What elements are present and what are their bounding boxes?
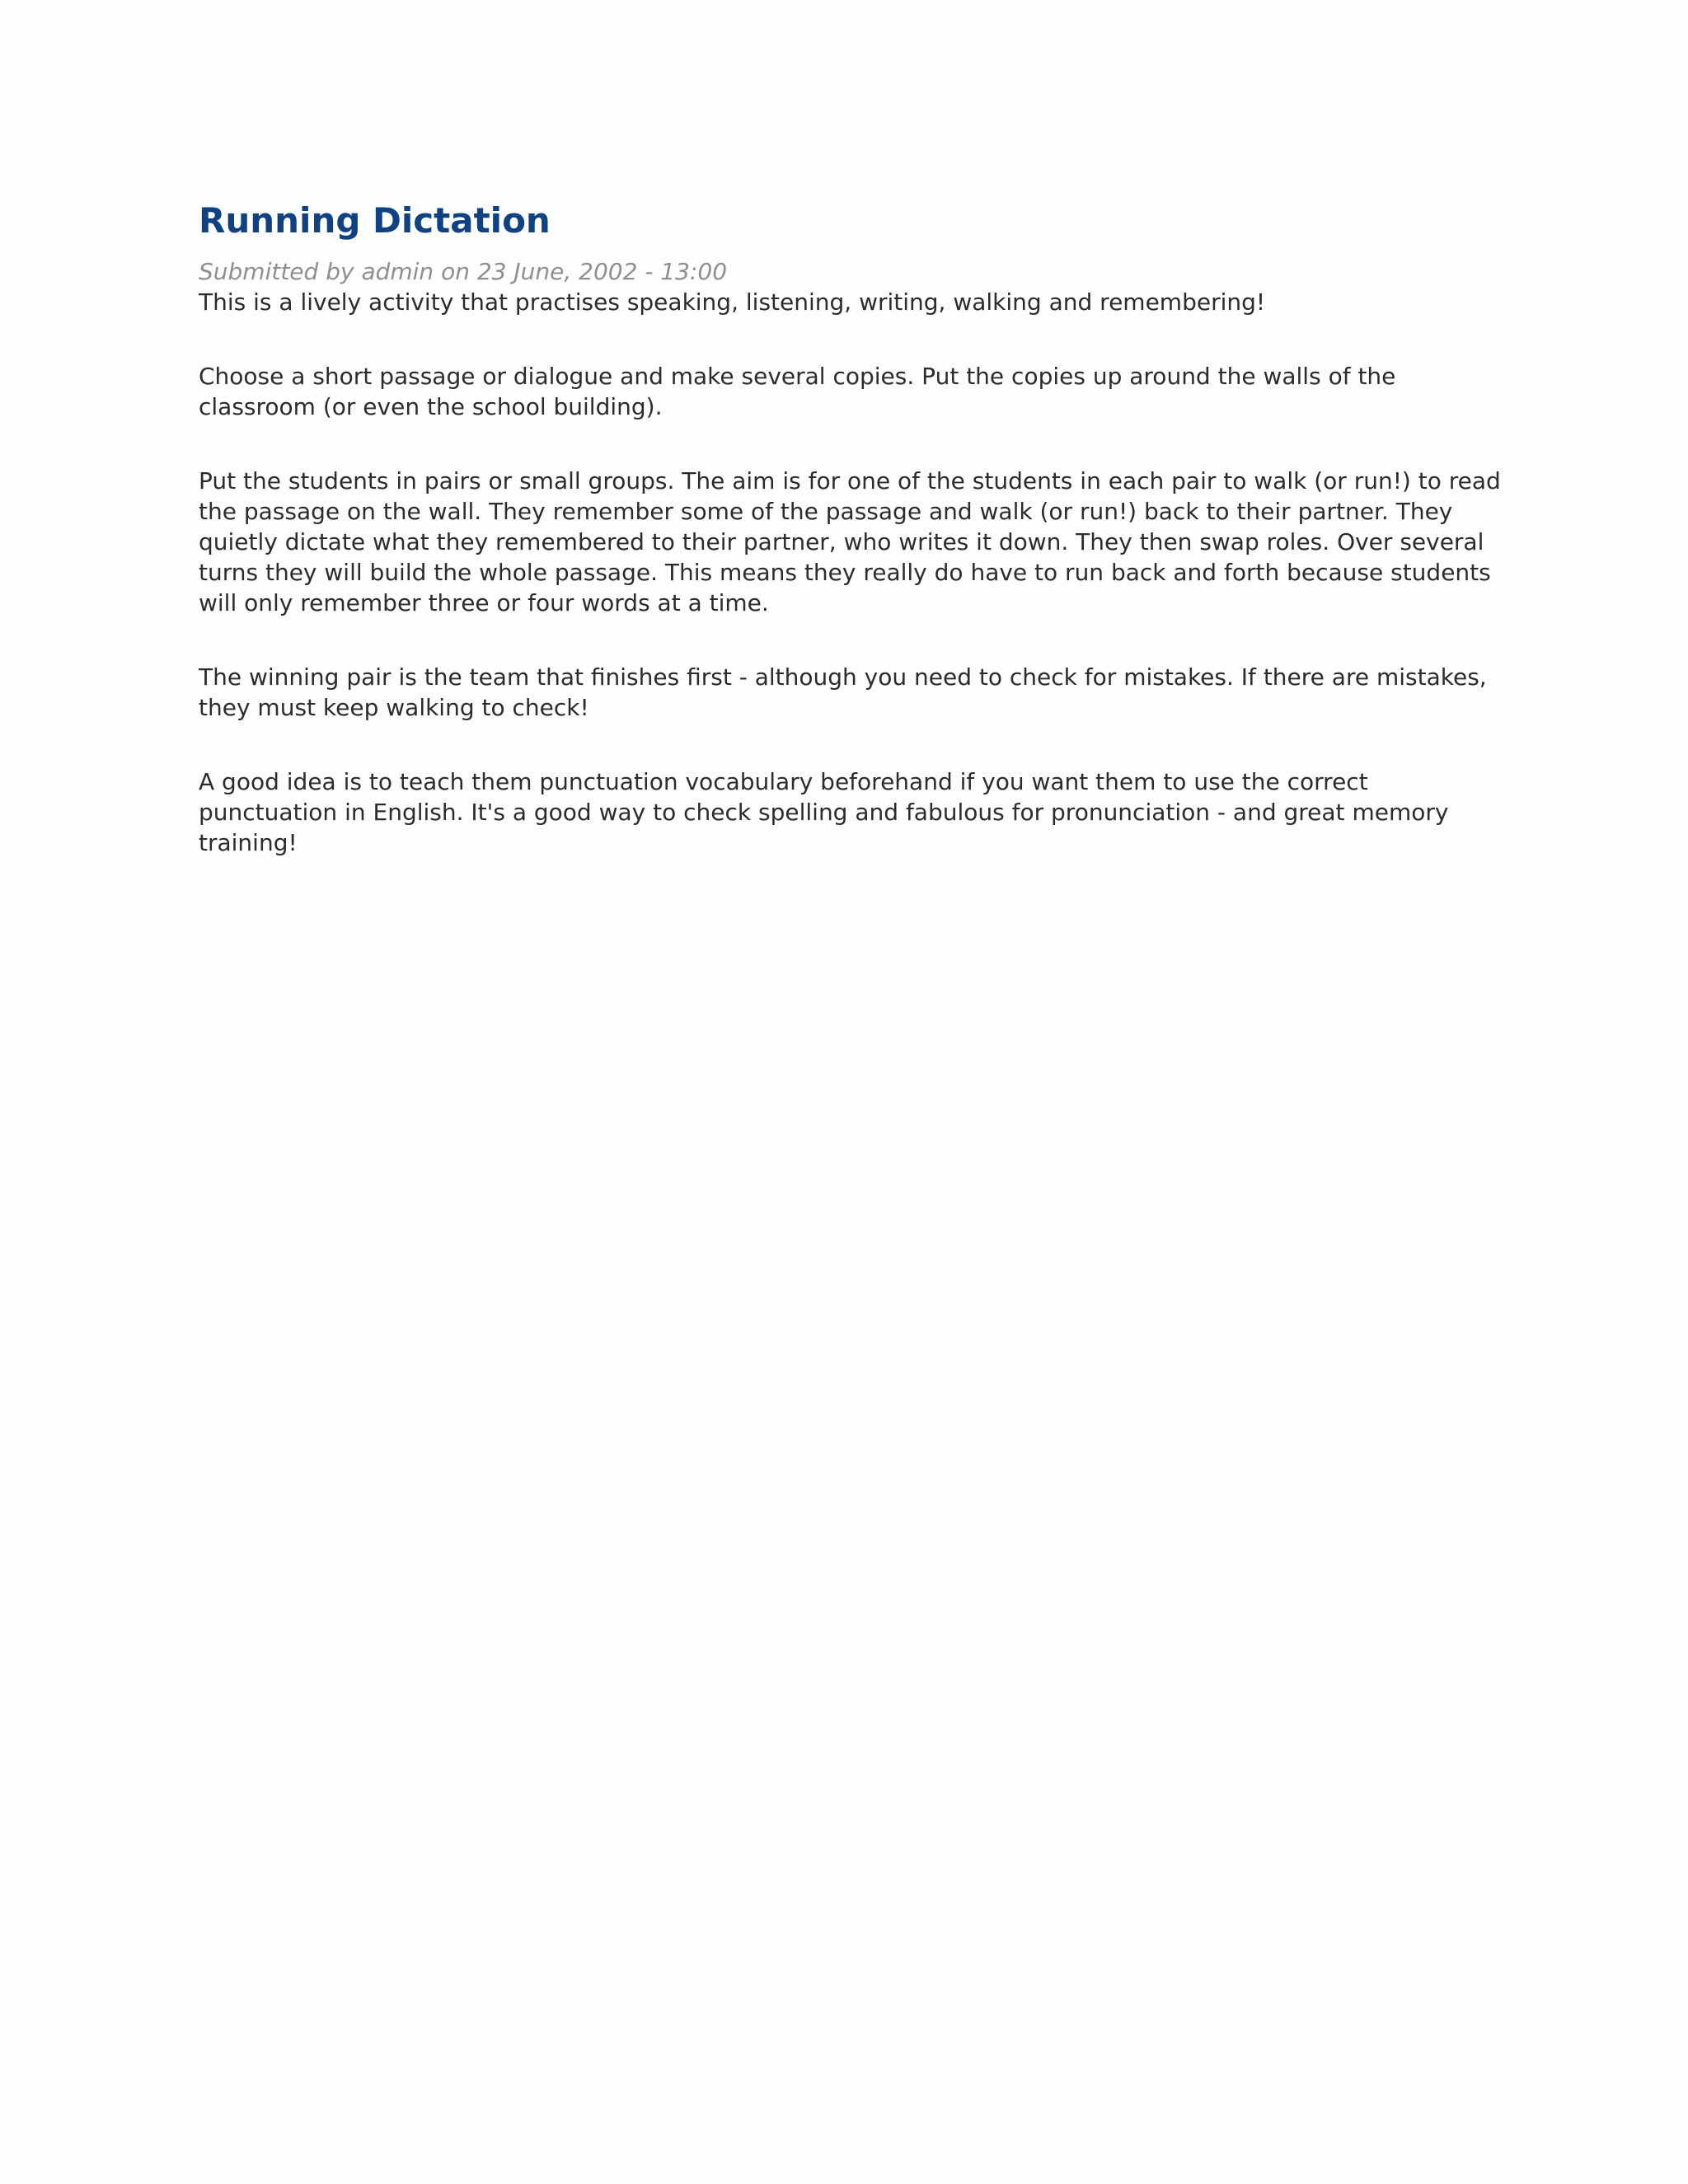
article-paragraph: This is a lively activity that practises speaking, listening, writing, walking and remembering! — [199, 288, 1266, 316]
article-paragraph: Put the students in pairs or small groups. The aim is for one of the students in each pair to walk (or run!) to read the passage on the wall. They remember some of the passage and walk (or run!) back to their partner. They quietly dictate what they remembered to their partner, who writes it down. They then swap roles. Over several turns they will build the whole passage. This means they really do have to run back and forth because students will only remember three or four words at a time. — [199, 467, 1501, 616]
article — [199, 194, 1501, 902]
submitted-meta: Submitted by admin on 23 June, 2002 - 13:00 — [199, 258, 728, 285]
article-paragraph: Choose a short passage or dialogue and make several copies. Put the copies up around the walls of the classroom (or even the school building). — [199, 363, 1396, 420]
article-paragraph: A good idea is to teach them punctuation vocabulary beforehand if you want them to use the correct punctuation in English. It's a good way to check spelling and fabulous for pronunciation - and great memory training! — [199, 768, 1449, 856]
article-paragraph: The winning pair is the team that finishes first - although you need to check for mistakes. If there are mistakes, they must keep walking to check! — [199, 663, 1487, 721]
page-title: Running Dictation — [199, 200, 551, 241]
